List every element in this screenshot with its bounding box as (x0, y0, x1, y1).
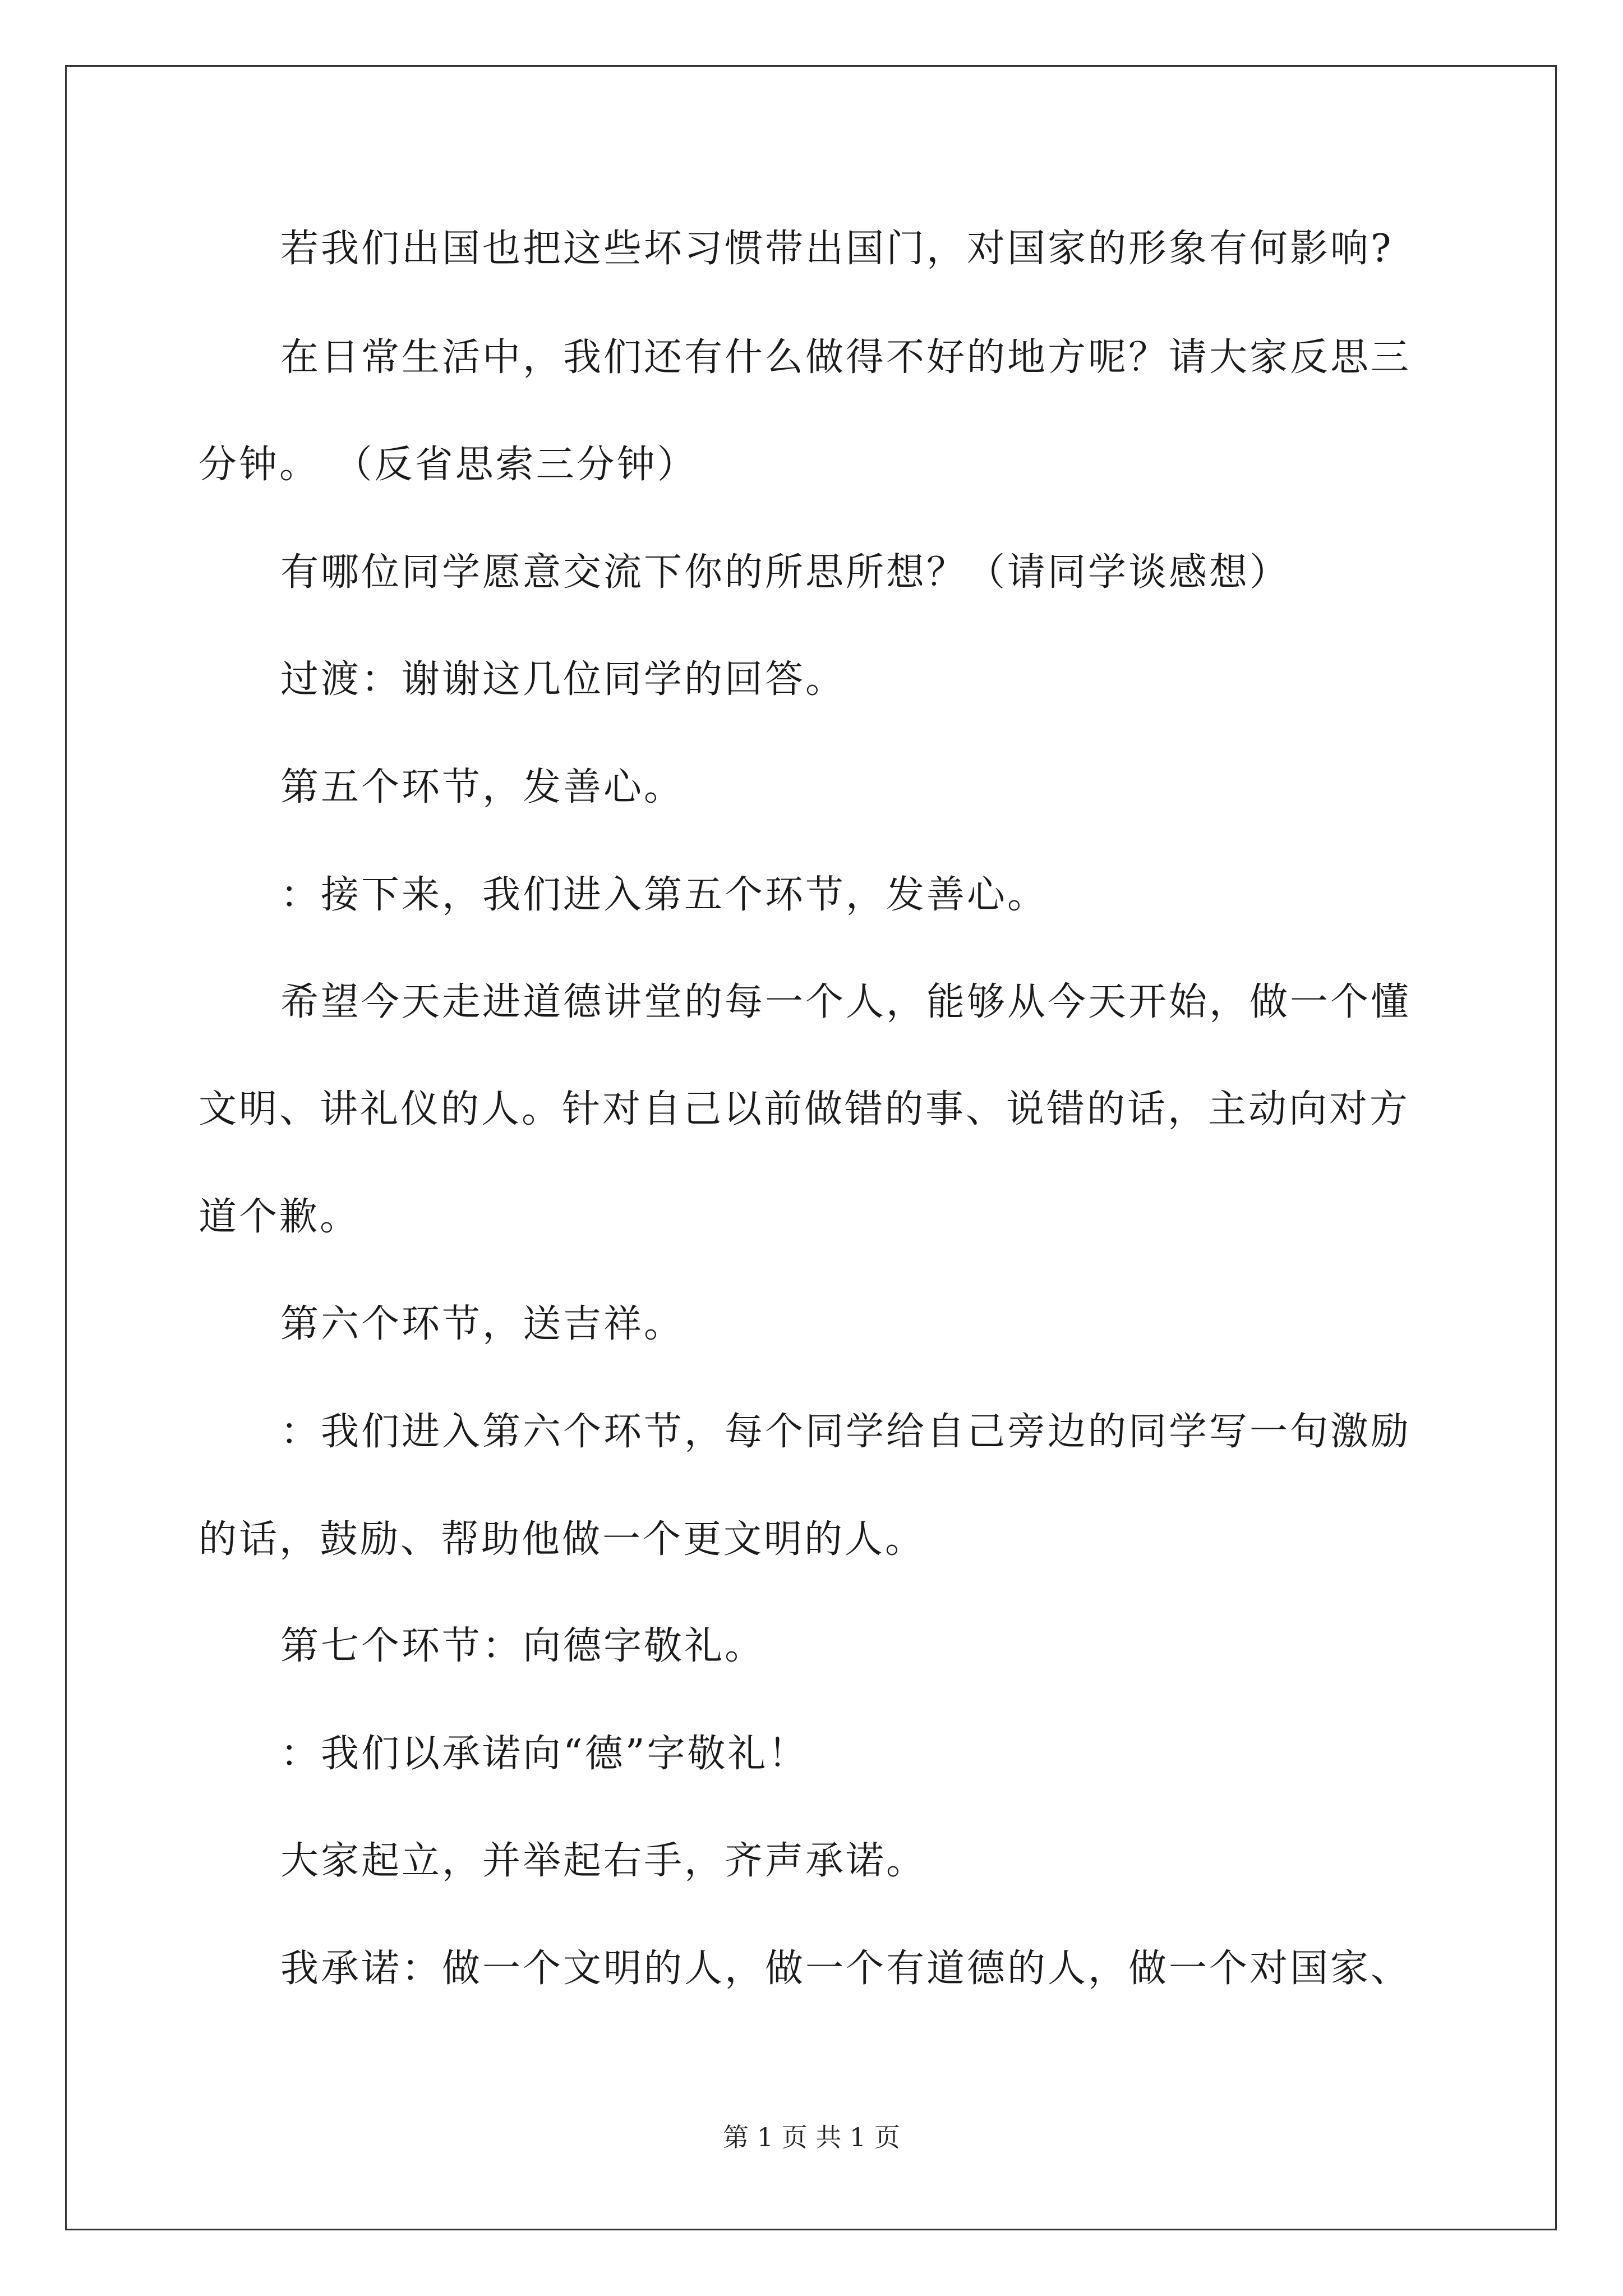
paragraph-line: 若我们出国也把这些坏习惯带出国门，对国家的形象有何影响? (280, 227, 1394, 271)
paragraph-line: 大家起立，并举起右手，齐声承诺。 (280, 1839, 927, 1883)
paragraph-line: 希望今天走进道德讲堂的每一个人，能够从今天开始，做一个懂 (280, 980, 1412, 1024)
page-footer: 第 1 页 共 1 页 (723, 2122, 900, 2152)
paragraph-line: ：我们以承诺向“德”字敬礼！ (280, 1732, 809, 1776)
paragraph-line: 的话，鼓励、帮助他做一个更文明的人。 (199, 1517, 926, 1562)
paragraph-line: 过渡：谢谢这几位同学的回答。 (280, 657, 846, 702)
paragraph-line: 第七个环节：向德字敬礼。 (280, 1624, 766, 1668)
paragraph-line: 分钟。 （反省思索三分钟） (199, 443, 698, 487)
page-border (65, 65, 1557, 2230)
paragraph-line: 有哪位同学愿意交流下你的所思所想？（请同学谈感想） (280, 550, 1290, 595)
paragraph-line: 文明、讲礼仪的人。针对自己以前做错的事、说错的话，主动向对方 (199, 1087, 1410, 1131)
paragraph-line: 在日常生活中，我们还有什么做得不好的地方呢？请大家反思三 (280, 335, 1412, 380)
paragraph-line: ：我们进入第六个环节，每个同学给自己旁边的同学写一句激励 (280, 1410, 1412, 1454)
paragraph-line: 第五个环节，发善心。 (280, 765, 685, 809)
paragraph-line: ：接下来，我们进入第五个环节，发善心。 (280, 873, 1048, 917)
paragraph-line: 我承诺：做一个文明的人，做一个有道德的人，做一个对国家、 (280, 1947, 1412, 1991)
paragraph-line: 第六个环节，送吉祥。 (280, 1302, 685, 1346)
paragraph-line: 道个歉。 (199, 1195, 361, 1239)
